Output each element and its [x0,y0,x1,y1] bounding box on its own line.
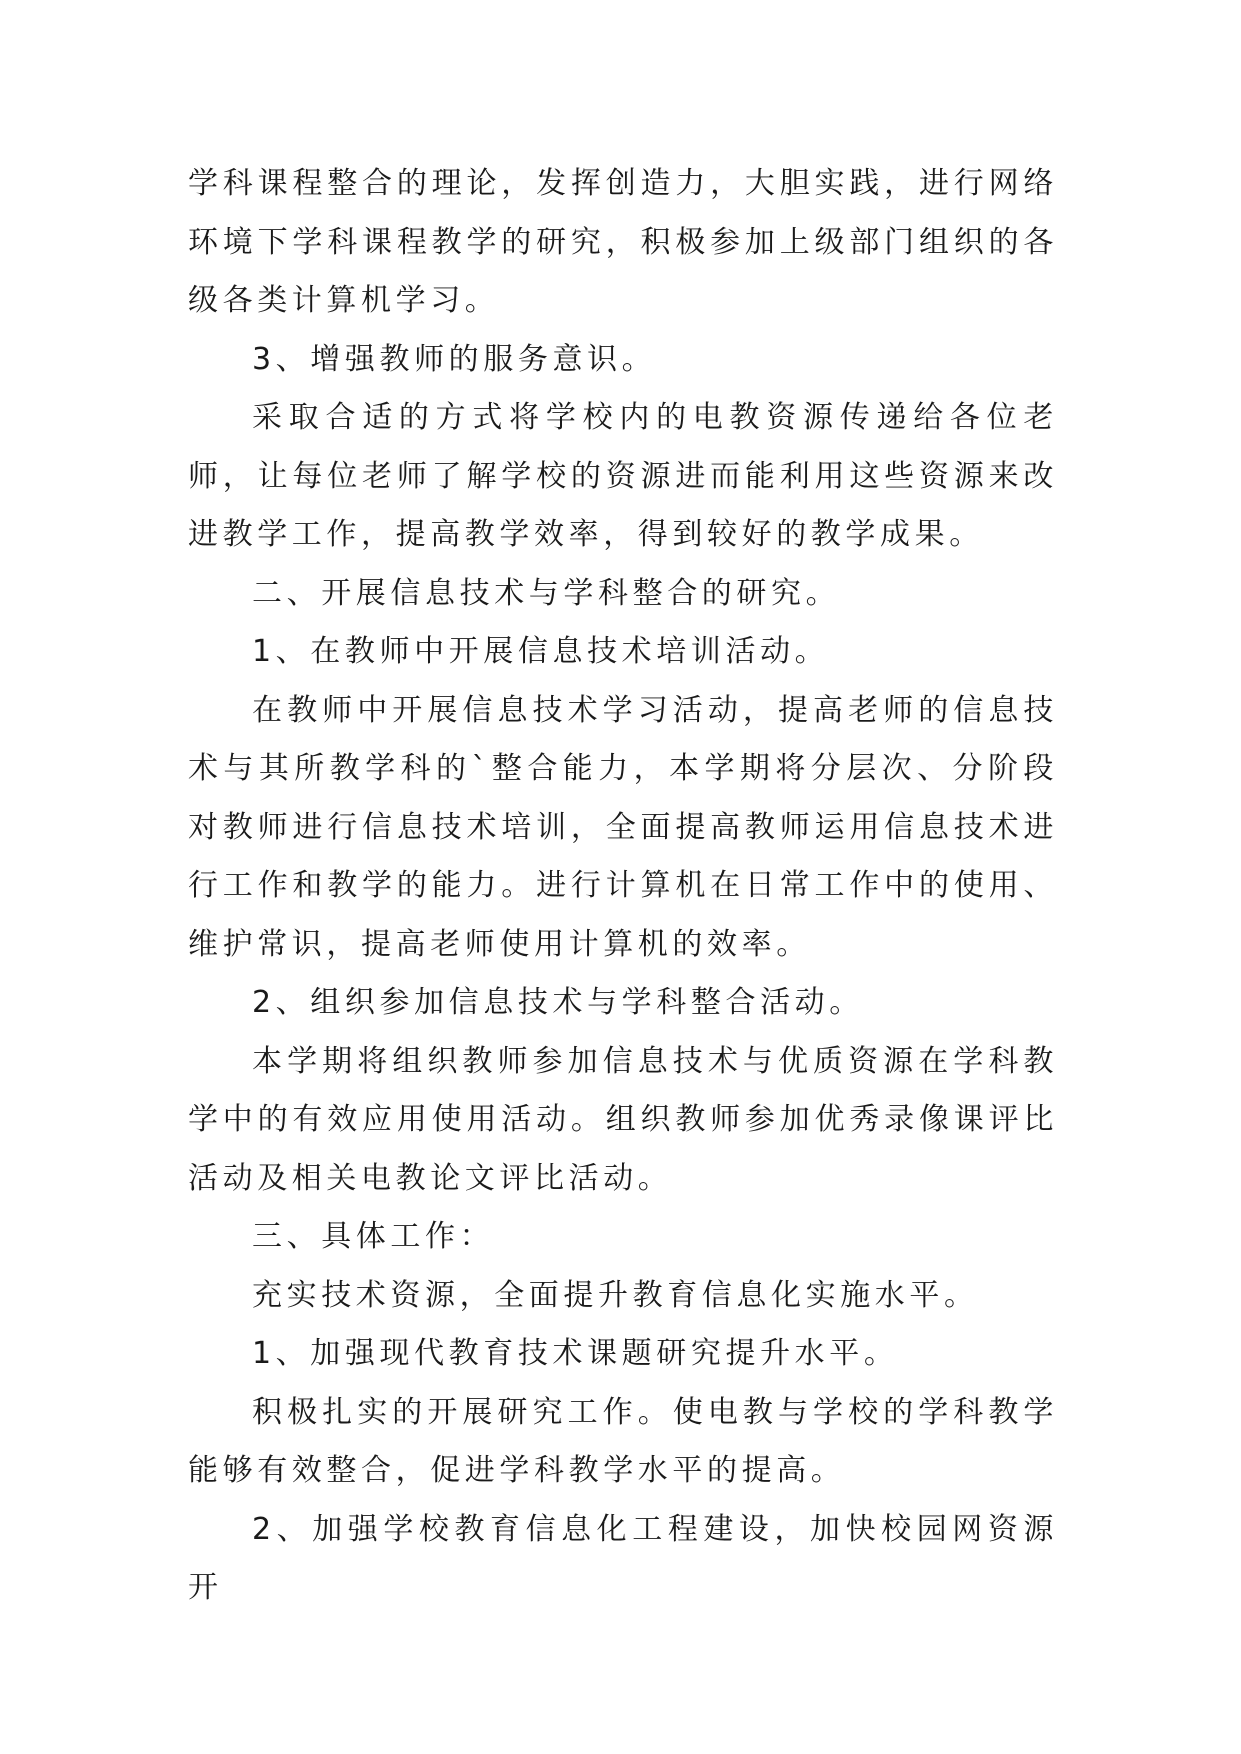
paragraph-body: 采取合适的方式将学校内的电教资源传递给各位老师，让每位老师了解学校的资源进而能利用这些资源来改进教学工作，提高教学效率，得到较好的教学成果。 [188,400,1058,552]
section-heading-2: 二、开展信息技术与学科整合的研究。 [252,575,841,611]
paragraph-heading-2: 2、组织参加信息技术与学科整合活动。 [252,985,864,1020]
paragraph-heading-2: 2、加强学校教育信息化工程建设，加快校园网资源开 [188,1511,1058,1605]
paragraph-body: 本学期将组织教师参加信息技术与优质资源在学科教学中的有效应用使用活动。组织教师参加优秀录像课评比活动及相关电教论文评比活动。 [188,1043,1058,1196]
paragraph-body: 积极扎实的开展研究工作。使电教与学校的学科教学能够有效整合，促进学科教学水平的提高。 [188,1394,1058,1488]
paragraph-body: 充实技术资源，全面提升教育信息化实施水平。 [252,1277,979,1313]
document-body [188,155,1058,1618]
paragraph-heading-1: 1、加强现代教育技术课题研究提升水平。 [252,1336,899,1371]
paragraph-body: 在教师中开展信息技术学习活动，提高老师的信息技术与其所教学科的`整合能力，本学期将分层次、分阶段对教师进行信息技术培训，全面提高教师运用信息技术进行工作和教学的能力。进行计算机在日常工作中的使用、维护常识，提高老师使用计算机的效率。 [188,692,1058,962]
paragraph-continuation: 学科课程整合的理论，发挥创造力，大胆实践，进行网络环境下学科课程教学的研究，积极参加上级部门组织的各级各类计算机学习。 [188,166,1058,318]
paragraph-heading-3: 3、增强教师的服务意识。 [252,341,657,377]
paragraph-heading-1: 1、在教师中开展信息技术培训活动。 [252,634,830,669]
section-heading-3: 三、具体工作： [252,1219,495,1254]
